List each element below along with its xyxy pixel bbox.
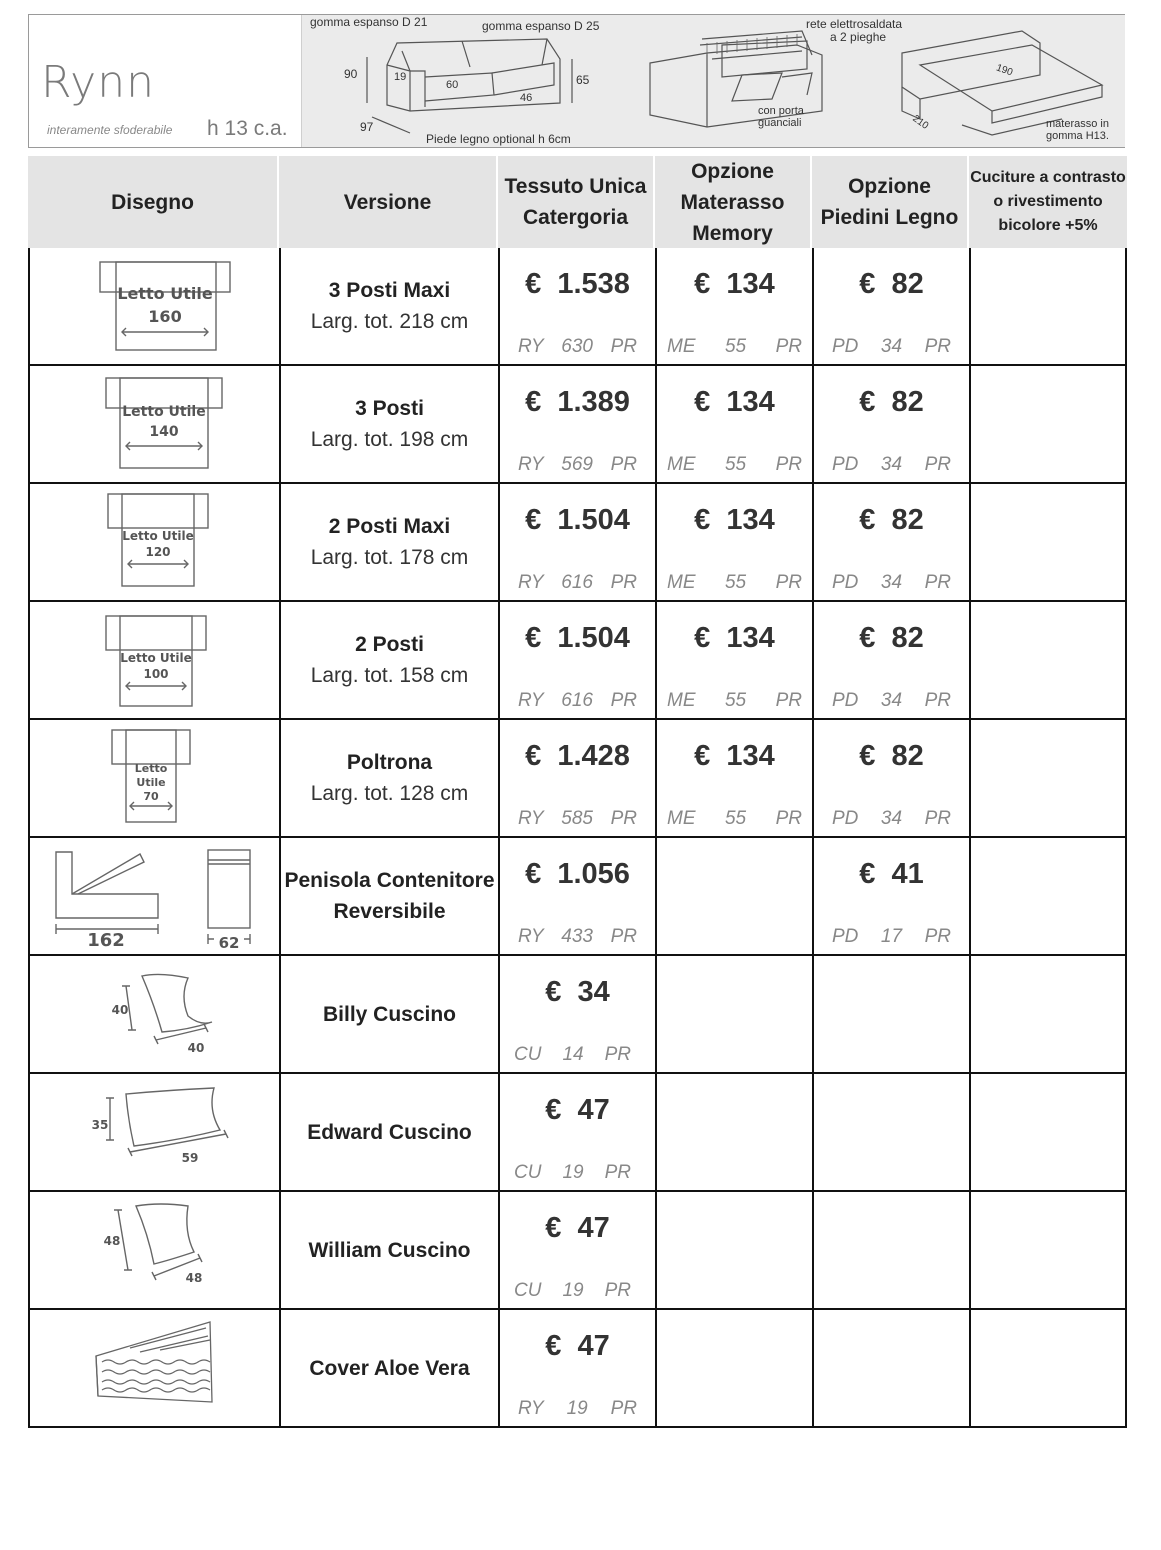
rectangular-cushion-icon — [30, 1074, 281, 1192]
col-header-tessuto: Tessuto Unica Catergoria — [498, 156, 655, 248]
code-part: ME — [667, 336, 696, 357]
drawing-width: 162 — [87, 930, 125, 951]
drawing-depth: 62 — [218, 934, 240, 952]
code-part: ME — [667, 808, 696, 829]
memory-price: € 134 — [694, 504, 775, 536]
code-part: 34 — [880, 572, 903, 593]
code-part: PR — [604, 1280, 631, 1301]
version-name: William Cuscino — [308, 1238, 471, 1262]
piedini-cell — [812, 1310, 969, 1428]
code-part: RY — [518, 926, 544, 947]
memory-code — [657, 454, 812, 476]
header-banner — [28, 14, 1125, 148]
version-cell — [279, 1074, 498, 1192]
dim-210: 210 — [910, 113, 931, 132]
code-part: PR — [775, 454, 802, 475]
armchair-bed-70-icon — [30, 720, 281, 838]
col-header-versione: Versione — [279, 156, 498, 248]
piedini-cell — [812, 484, 969, 602]
cuciture-cell — [969, 366, 1127, 484]
cushion-dim-a: 35 — [91, 1118, 109, 1132]
piedini-cell — [812, 838, 969, 956]
sofa-bed-diagram — [301, 15, 1125, 147]
sofa-bed-sketch-icon — [302, 15, 1125, 147]
table-row — [28, 484, 1127, 602]
tessuto-cell — [498, 1192, 655, 1310]
version-name: Billy Cuscino — [322, 1002, 457, 1026]
memory-cell — [655, 838, 812, 956]
tessuto-price: € 1.538 — [525, 268, 630, 300]
tessuto-code — [500, 572, 655, 594]
tessuto-code — [500, 690, 655, 712]
drawing-cell — [28, 1310, 279, 1428]
code-part: 19 — [562, 1280, 584, 1301]
memory-cell — [655, 1310, 812, 1428]
table-row — [28, 720, 1127, 838]
tessuto-code — [500, 454, 655, 476]
code-part: RY — [518, 808, 544, 829]
version-width: Larg. tot. 198 cm — [310, 428, 469, 451]
tessuto-cell — [498, 248, 655, 366]
tessuto-price: € 47 — [545, 1330, 610, 1362]
net-label-2: a 2 pieghe — [830, 30, 887, 44]
tessuto-price: € 47 — [545, 1094, 610, 1126]
code-part: 19 — [562, 1162, 584, 1183]
tessuto-cell — [498, 720, 655, 838]
net-label-1: rete elettrosaldata — [806, 17, 903, 31]
memory-price: € 134 — [694, 268, 775, 300]
code-part: PR — [610, 926, 637, 947]
code-part: RY — [518, 336, 544, 357]
version-cell — [279, 248, 498, 366]
code-part: PR — [610, 690, 637, 711]
tessuto-price: € 1.389 — [525, 386, 630, 418]
code-part: 55 — [724, 336, 747, 357]
code-part: RY — [518, 454, 544, 475]
version-cell — [279, 366, 498, 484]
version-name: 2 Posti — [355, 633, 424, 656]
table-row — [28, 366, 1127, 484]
tessuto-code — [500, 1162, 655, 1184]
tessuto-cell — [498, 366, 655, 484]
code-part: 34 — [880, 690, 903, 711]
code-part: PR — [610, 336, 637, 357]
piedini-code — [814, 926, 969, 948]
code-part: PR — [775, 336, 802, 357]
sofa-bed-140-icon — [30, 366, 281, 484]
code-part: 585 — [561, 808, 593, 829]
tessuto-price: € 1.428 — [525, 740, 630, 772]
code-part: ME — [667, 690, 696, 711]
code-part: CU — [514, 1162, 542, 1183]
memory-code — [657, 808, 812, 830]
code-part: 34 — [880, 336, 903, 357]
code-part: PR — [604, 1162, 631, 1183]
drawing-cell — [28, 366, 279, 484]
code-part: PR — [610, 572, 637, 593]
table-row — [28, 838, 1127, 956]
memory-cell — [655, 248, 812, 366]
col-header-memory: Opzione Materasso Memory — [655, 156, 812, 248]
dim-46: 46 — [520, 92, 533, 104]
code-part: PD — [832, 690, 859, 711]
code-part: PR — [775, 572, 802, 593]
piedini-price: € 82 — [859, 740, 924, 772]
piedini-code — [814, 336, 969, 358]
code-part: 55 — [724, 572, 747, 593]
tessuto-cell — [498, 956, 655, 1074]
version-cell — [279, 720, 498, 838]
code-part: 55 — [724, 808, 747, 829]
mattress-label-1: materasso in — [1046, 118, 1109, 130]
drawing-label-1: Letto — [134, 762, 168, 775]
code-part: PR — [924, 336, 951, 357]
memory-code — [657, 336, 812, 358]
code-part: PR — [604, 1044, 631, 1065]
piedini-price: € 82 — [859, 504, 924, 536]
tessuto-code — [500, 808, 655, 830]
cuciture-cell — [969, 248, 1127, 366]
mattress-cover-icon — [30, 1310, 281, 1428]
drawing-size: 70 — [143, 790, 159, 803]
code-part: 55 — [724, 690, 747, 711]
code-part: 55 — [724, 454, 747, 475]
cuciture-cell — [969, 1310, 1127, 1428]
brand-subtitle: interamente sfoderabile — [47, 123, 173, 137]
table-row — [28, 1074, 1127, 1192]
cushion-dim-b: 59 — [181, 1151, 199, 1165]
code-part: PD — [832, 336, 859, 357]
square-cushion-icon — [30, 1192, 281, 1310]
version-cell — [279, 838, 498, 956]
piedini-cell — [812, 602, 969, 720]
version-width: Larg. tot. 218 cm — [310, 310, 469, 333]
dim-90: 90 — [344, 67, 358, 81]
version-name: Cover Aloe Vera — [309, 1356, 470, 1380]
version-name: Penisola Contenitore — [284, 869, 495, 892]
brand-block — [29, 15, 301, 147]
memory-price: € 134 — [694, 622, 775, 654]
dim-97: 97 — [360, 120, 374, 134]
tessuto-price: € 47 — [545, 1212, 610, 1244]
cuciture-cell — [969, 956, 1127, 1074]
piedini-code — [814, 690, 969, 712]
memory-code — [657, 572, 812, 594]
tessuto-code — [500, 1280, 655, 1302]
pillow-holder-label-1: con porta — [758, 105, 804, 117]
piedini-code — [814, 572, 969, 594]
code-part: PD — [832, 572, 859, 593]
dim-190: 190 — [994, 62, 1015, 79]
code-part: 34 — [880, 808, 903, 829]
version-cell — [279, 1310, 498, 1428]
tessuto-code — [500, 926, 655, 948]
drawing-cell — [28, 838, 279, 956]
drawing-cell — [28, 248, 279, 366]
version-name: 3 Posti — [355, 397, 424, 420]
cushion-dim-a: 48 — [103, 1234, 121, 1248]
table-row — [28, 956, 1127, 1074]
dim-60: 60 — [446, 79, 459, 91]
cushion-dim-a: 40 — [111, 1003, 129, 1017]
code-part: 17 — [880, 926, 903, 947]
drawing-label: Letto Utile — [122, 529, 194, 543]
piedini-code — [814, 808, 969, 830]
tessuto-price: € 34 — [545, 976, 610, 1008]
code-part: PD — [832, 454, 859, 475]
tessuto-cell — [498, 484, 655, 602]
version-cell — [279, 484, 498, 602]
code-part: 19 — [566, 1398, 588, 1419]
cushion-dim-b: 48 — [185, 1271, 203, 1285]
drawing-cell — [28, 1074, 279, 1192]
memory-cell — [655, 484, 812, 602]
piedini-price: € 82 — [859, 268, 924, 300]
drawing-cell — [28, 602, 279, 720]
foam-d25-label: gomma espanso D 25 — [482, 19, 600, 33]
cuciture-cell — [969, 1074, 1127, 1192]
storage-chaise-icon — [30, 838, 281, 956]
memory-price: € 134 — [694, 740, 775, 772]
drawing-cell — [28, 484, 279, 602]
cuciture-cell — [969, 1192, 1127, 1310]
code-part: 616 — [561, 572, 593, 593]
table-row — [28, 248, 1127, 366]
tessuto-price: € 1.056 — [525, 858, 630, 890]
memory-price: € 134 — [694, 386, 775, 418]
code-part: PR — [924, 926, 951, 947]
version-name: Edward Cuscino — [307, 1120, 472, 1144]
version-cell — [279, 1192, 498, 1310]
piedini-price: € 41 — [859, 858, 924, 890]
memory-cell — [655, 956, 812, 1074]
piedini-price: € 82 — [859, 622, 924, 654]
code-part: PR — [924, 454, 951, 475]
col-header-disegno: Disegno — [28, 156, 279, 248]
code-part: 569 — [561, 454, 593, 475]
code-part: RY — [518, 690, 544, 711]
version-name: 2 Posti Maxi — [328, 515, 451, 538]
drawing-cell — [28, 1192, 279, 1310]
version-width: Larg. tot. 128 cm — [310, 782, 469, 805]
height-note: h 13 c.a. — [207, 117, 288, 140]
drawing-cell — [28, 956, 279, 1074]
brand-name: Rynn — [41, 57, 155, 108]
drawing-size: 100 — [143, 667, 169, 681]
version-width: Larg. tot. 158 cm — [310, 664, 469, 687]
code-part: PR — [610, 454, 637, 475]
table-row — [28, 1310, 1127, 1428]
code-part: PR — [610, 1398, 637, 1419]
tessuto-cell — [498, 838, 655, 956]
cuciture-cell — [969, 602, 1127, 720]
version-width: Larg. tot. 178 cm — [310, 546, 469, 569]
code-part: PR — [924, 808, 951, 829]
tessuto-cell — [498, 1074, 655, 1192]
tessuto-code — [500, 1398, 655, 1420]
feet-label: Piede legno optional h 6cm — [426, 132, 571, 146]
drawing-size: 120 — [145, 545, 171, 559]
code-part: CU — [514, 1044, 542, 1065]
tessuto-code — [500, 1044, 655, 1066]
foam-d21-label: gomma espanso D 21 — [310, 15, 428, 29]
code-part: ME — [667, 454, 696, 475]
piedini-price: € 82 — [859, 386, 924, 418]
piedini-cell — [812, 366, 969, 484]
tessuto-cell — [498, 602, 655, 720]
version-subname: Reversibile — [333, 900, 446, 923]
memory-code — [657, 690, 812, 712]
code-part: PR — [775, 690, 802, 711]
drawing-label: Letto Utile — [120, 651, 192, 665]
sofa-bed-100-icon — [30, 602, 281, 720]
memory-cell — [655, 720, 812, 838]
square-cushion-icon — [30, 956, 281, 1074]
code-part: 630 — [561, 336, 593, 357]
cuciture-cell — [969, 720, 1127, 838]
code-part: 14 — [562, 1044, 584, 1065]
tessuto-cell — [498, 1310, 655, 1428]
piedini-cell — [812, 1192, 969, 1310]
tessuto-price: € 1.504 — [525, 504, 630, 536]
code-part: PR — [610, 808, 637, 829]
table-row — [28, 602, 1127, 720]
sofa-bed-160-icon — [30, 248, 281, 366]
drawing-size: 140 — [149, 424, 179, 440]
mattress-label-2: gomma H13. — [1046, 130, 1109, 142]
drawing-label: Letto Utile — [117, 284, 213, 303]
code-part: PD — [832, 808, 859, 829]
table-row — [28, 1192, 1127, 1310]
col-header-cuciture: Cuciture a contrasto o rivestimento bicolore +5% — [969, 156, 1127, 248]
pillow-holder-label-2: guanciali — [758, 117, 802, 129]
drawing-cell — [28, 720, 279, 838]
tessuto-price: € 1.504 — [525, 622, 630, 654]
code-part: PR — [924, 572, 951, 593]
version-name: Poltrona — [346, 751, 433, 774]
cuciture-cell — [969, 484, 1127, 602]
memory-cell — [655, 602, 812, 720]
tessuto-code — [500, 336, 655, 358]
memory-cell — [655, 1192, 812, 1310]
piedini-cell — [812, 248, 969, 366]
piedini-cell — [812, 956, 969, 1074]
code-part: 433 — [561, 926, 593, 947]
code-part: 616 — [561, 690, 593, 711]
code-part: 34 — [880, 454, 903, 475]
version-cell — [279, 602, 498, 720]
piedini-cell — [812, 720, 969, 838]
col-header-piedini: Opzione Piedini Legno — [812, 156, 969, 248]
code-part: CU — [514, 1280, 542, 1301]
piedini-code — [814, 454, 969, 476]
dim-19: 19 — [394, 71, 407, 83]
drawing-label: Letto Utile — [122, 404, 206, 420]
code-part: RY — [518, 572, 544, 593]
version-name: 3 Posti Maxi — [328, 279, 451, 302]
version-cell — [279, 956, 498, 1074]
code-part: ME — [667, 572, 696, 593]
cushion-dim-b: 40 — [187, 1041, 205, 1055]
dim-65: 65 — [576, 73, 590, 87]
code-part: PD — [832, 926, 859, 947]
drawing-label-2: Utile — [136, 776, 166, 789]
drawing-size: 160 — [148, 307, 182, 326]
memory-cell — [655, 366, 812, 484]
code-part: RY — [518, 1398, 544, 1419]
memory-cell — [655, 1074, 812, 1192]
cuciture-cell — [969, 838, 1127, 956]
code-part: PR — [924, 690, 951, 711]
piedini-cell — [812, 1074, 969, 1192]
sofa-bed-120-icon — [30, 484, 281, 602]
code-part: PR — [775, 808, 802, 829]
